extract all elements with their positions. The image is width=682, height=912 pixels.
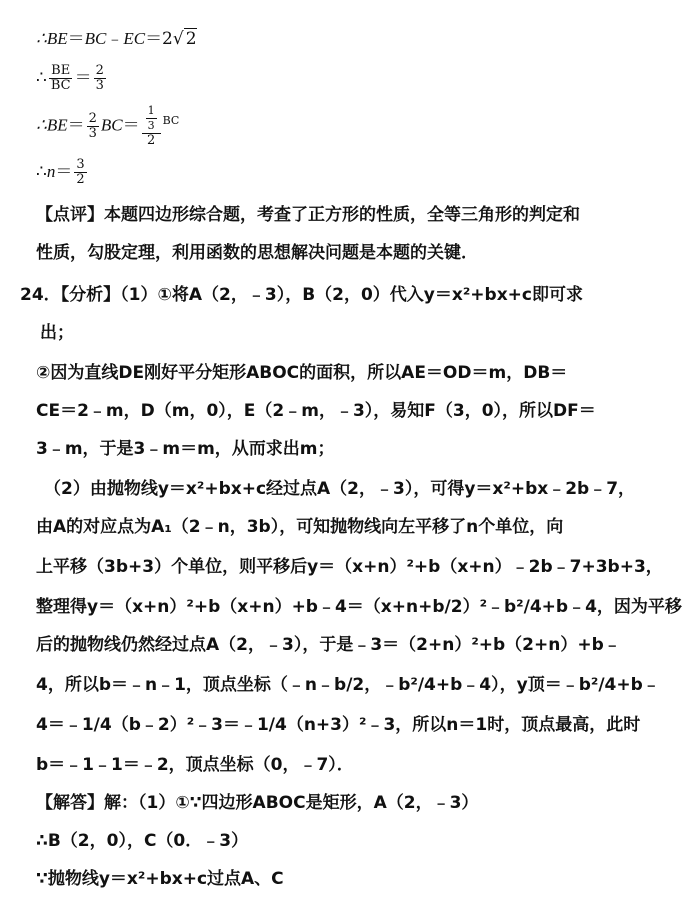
comment-line-2: 性质，勾股定理，利用函数的思想解决问题是本题的关键． bbox=[36, 243, 478, 263]
analysis-line-11: 4，所以b＝﹣n﹣1，顶点坐标（﹣n﹣b/2，﹣b²/4+b﹣4），y顶＝﹣b²/4+b﹣ bbox=[36, 675, 660, 695]
analysis-line-1: 24．【分析】（1）①将A（2，﹣3），B（2，0）代入y＝x²+bx+c即可求 bbox=[20, 285, 583, 305]
analysis-line-10: 后的抛物线仍然经过点A（2，﹣3），于是﹣3＝（2+n）²+b（2+n）+b﹣ bbox=[36, 635, 621, 655]
analysis-line-6: （2）由抛物线y＝x²+bx+c经过点A（2，﹣3），可得y＝x²+bx﹣2b﹣7， bbox=[44, 479, 636, 499]
analysis-line-8: 上平移（3b+3）个单位，则平移后y＝（x+n）²+b（x+n）﹣2b﹣7+3b+3， bbox=[36, 557, 663, 577]
solution-line-1: 【解答】解：（1）①∵四边形ABOC是矩形，A（2，﹣3） bbox=[36, 793, 479, 813]
analysis-line-7: 由A的对应点为A₁（2﹣n，3b），可知抛物线向左平移了n个单位，向 bbox=[36, 517, 564, 537]
analysis-line-9: 整理得y＝（x+n）²+b（x+n）+b﹣4＝（x+n+b/2）²﹣b²/4+b﹣4，因为平移 bbox=[36, 597, 682, 617]
analysis-line-13: b＝﹣1﹣1＝﹣2，顶点坐标（0，﹣7）． bbox=[36, 755, 354, 775]
analysis-line-4: CE＝2﹣m，D（m，0），E（2﹣m，﹣3），易知F（3，0），所以DF＝ bbox=[36, 401, 596, 421]
equation-line-be: ∴BE＝BC﹣EC＝2√ 2 bbox=[36, 29, 197, 49]
solution-line-3: ∵抛物线y＝x²+bx+c过点A、C bbox=[36, 869, 284, 889]
equation-line-ratio: ∴ $\frac{BE}{BC}$ ＝ $\frac{2}{3}$ bbox=[36, 63, 104, 93]
analysis-line-5: 3﹣m，于是3﹣m＝m，从而求出m； bbox=[36, 439, 335, 459]
equation-line-be-bc: ∴BE＝ $\frac{2}{3}$ BC＝ $\frac{\frac{1}{3}}{2}$ $^{BC}$ bbox=[36, 104, 180, 148]
comment-line-1: 【点评】本题四边形综合题，考查了正方形的性质，全等三角形的判定和 bbox=[36, 205, 580, 225]
analysis-line-12: 4＝﹣1/4（b﹣2）²﹣3＝﹣1/4（n+3）²﹣3，所以n＝1时，顶点最高，此时 bbox=[36, 715, 641, 735]
solution-line-2: ∴B（2，0），C（0．﹣3） bbox=[36, 831, 249, 851]
analysis-line-2: 出； bbox=[40, 323, 74, 343]
analysis-line-3: ②因为直线DE刚好平分矩形ABOC的面积，所以AE＝OD＝m，DB＝ bbox=[36, 363, 568, 383]
equation-line-n: ∴n＝ $\frac{3}{2}$ bbox=[36, 157, 85, 187]
